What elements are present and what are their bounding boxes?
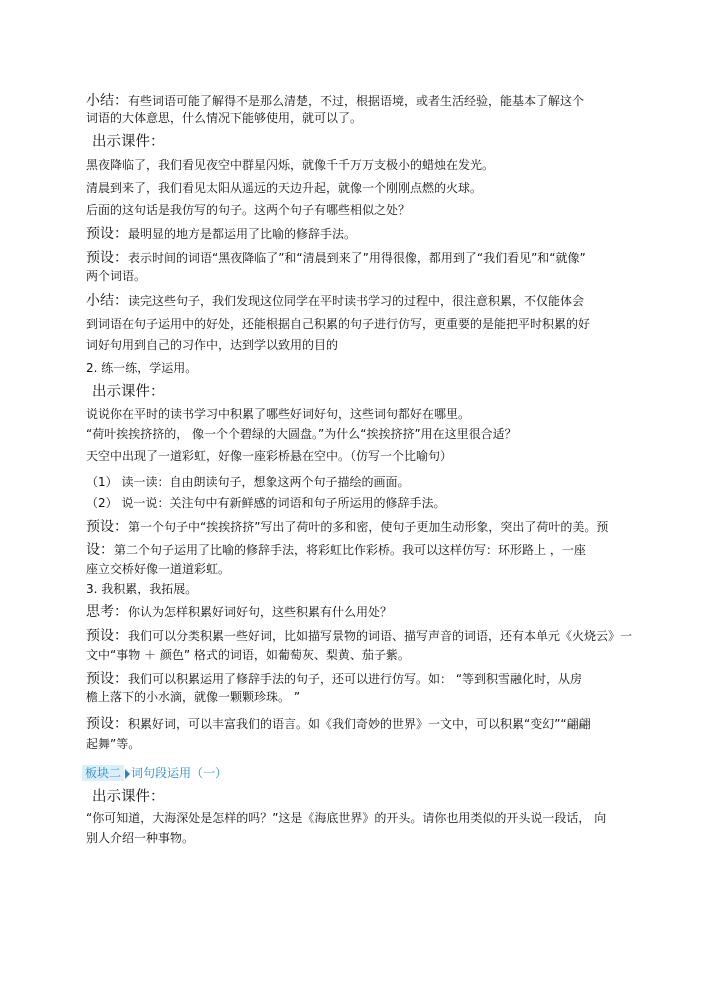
line-text: 有些词语可能了解得不是那么清楚，不过，根据语境，或者生活经验，能基本了解这个	[128, 94, 585, 108]
line-text: 说说你在平时的读书学习中积累了哪些好词好句，这些词句都好在哪里。	[86, 407, 471, 421]
line-text: 第二个句子运用了比喻的修辞手法，将彩虹比作彩桥。我可以这样仿写：环形路上 ，一座	[114, 543, 586, 557]
line-lead: 预设：	[86, 226, 128, 242]
text-line	[86, 226, 666, 242]
section-heading	[82, 764, 227, 782]
line-text: 两个词语。	[86, 269, 147, 283]
line-text: 读完这些句子，我们发现这位同学在平时读书学习的过程中，很注意积累，不仅能体会	[128, 294, 585, 308]
heading: 出示课件：	[92, 384, 165, 400]
line-lead: 预设：	[86, 716, 128, 732]
text-line	[86, 180, 666, 196]
line-text: 起舞”等。	[86, 737, 141, 751]
line-text: 积累好词，可以丰富我们的语言。如《我们奇妙的世界》一文中，可以积累“变幻”“翩翩	[128, 717, 591, 731]
text-line	[86, 293, 666, 309]
line-text: 2. 练一练，学运用。	[86, 361, 198, 375]
line-text: 清晨到来了，我们看见太阳从遥远的天边升起，就像一个刚刚点燃的火球。	[86, 181, 483, 195]
line-lead: 预设：	[86, 628, 128, 644]
text-line	[86, 647, 666, 663]
line-lead: 预设：	[86, 250, 128, 266]
text-line	[86, 716, 666, 732]
text-line	[86, 830, 666, 846]
line-text: 别人介绍一种事物。	[86, 831, 195, 845]
line-text: 后面的这句话是我仿写的句子。这两个句子有哪些相似之处？	[86, 203, 411, 217]
text-line	[86, 542, 666, 558]
text-line	[86, 671, 666, 687]
text-line	[86, 581, 666, 597]
text-line	[86, 268, 666, 284]
line-text: 我们可以分类积累一些好词，比如描写景物的词语、描写声音的词语，还有本单元《火烧云》一	[128, 629, 633, 643]
line-lead: 小结：	[86, 293, 128, 309]
line-text: 黑夜降临了，我们看见夜空中群星闪烁，就像千千万万支极小的蜡烛在发光。	[86, 158, 495, 172]
line-text: 到词语在句子运用中的好处，还能根据自己积累的句子进行仿写，更重要的是能把平时积累的好	[86, 317, 591, 331]
text-line	[86, 110, 666, 126]
line-lead: 预设：	[86, 671, 128, 687]
line-text: 表示时间的词语“黑夜降临了”和“清晨到来了”用得很像，都用到了“我们看见”和“就像”	[128, 251, 586, 265]
text-line	[86, 93, 666, 109]
text-line	[86, 426, 666, 442]
line-text: 第一个句子中“挨挨挤挤”写出了荷叶的多和密，使句子更加生动形象，突出了荷叶的美。预	[128, 520, 609, 534]
heading: 出示课件：	[92, 134, 165, 150]
arrow-right-icon	[125, 769, 130, 779]
line-text: 檐上落下的小水滴，就像一颗颗珍珠。 ”	[86, 690, 301, 704]
text-line	[86, 448, 666, 464]
text-line	[86, 810, 666, 826]
line-text: （2） 说一说：关注句中有新鲜感的词语和句子所运用的修辞手法。	[86, 496, 446, 510]
text-line	[86, 406, 666, 422]
line-lead: 预设：	[86, 519, 128, 535]
text-line	[86, 628, 666, 644]
text-line	[86, 474, 666, 490]
line-text: 你认为怎样积累好词好句，这些积累有什么用处？	[128, 605, 393, 619]
line-text: 词语的大体意思，什么情况下能够使用，就可以了。	[86, 111, 363, 125]
section-title: 词句段运用（一）	[131, 766, 228, 780]
heading: 出示课件：	[92, 789, 165, 805]
line-text: 天空中出现了一道彩虹，好像一座彩桥悬在空中。（仿写一个比喻句）	[86, 449, 453, 463]
text-line	[86, 604, 666, 620]
text-line	[86, 157, 666, 173]
line-lead: 设：	[86, 542, 114, 558]
line-text: 我们可以积累运用了修辞手法的句子，还可以进行仿写。如： “等到积雪融化时，从房	[128, 672, 583, 686]
line-lead: 小结：	[86, 93, 128, 109]
line-text: “荷叶挨挨挤挤的， 像一个个碧绿的大圆盘。”为什么“挨挨挤挤”用在这里很合适？	[86, 427, 517, 441]
text-line	[86, 360, 666, 376]
line-lead: 思考：	[86, 604, 128, 620]
text-line	[86, 250, 666, 266]
text-line	[86, 202, 666, 218]
section-tag: 板块二	[82, 765, 124, 781]
line-text: 最明显的地方是都运用了比喻的修辞手法。	[128, 227, 357, 241]
text-line	[86, 736, 666, 752]
text-line	[86, 689, 666, 705]
text-line	[86, 519, 666, 535]
text-line	[86, 316, 666, 332]
text-line	[86, 561, 666, 577]
text-line	[86, 495, 666, 511]
line-text: （1） 读一读：自由朗读句子，想象这两个句子描绘的画面。	[86, 475, 410, 489]
line-text: “你可知道，大海深处是怎样的吗？”这是《海底世界》的开头。请你也用类似的开头说一段话， 向	[86, 811, 607, 825]
line-text: 座立交桥好像一道道彩虹。	[86, 562, 231, 576]
line-text: 3. 我积累，我拓展。	[86, 582, 198, 596]
line-text: 词好句用到自己的习作中，达到学以致用的目的	[86, 338, 339, 352]
line-text: 文中“事物 ＋ 颜色” 格式的词语，如葡萄灰、梨黄、茄子紫。	[86, 648, 410, 662]
text-line	[86, 337, 666, 353]
